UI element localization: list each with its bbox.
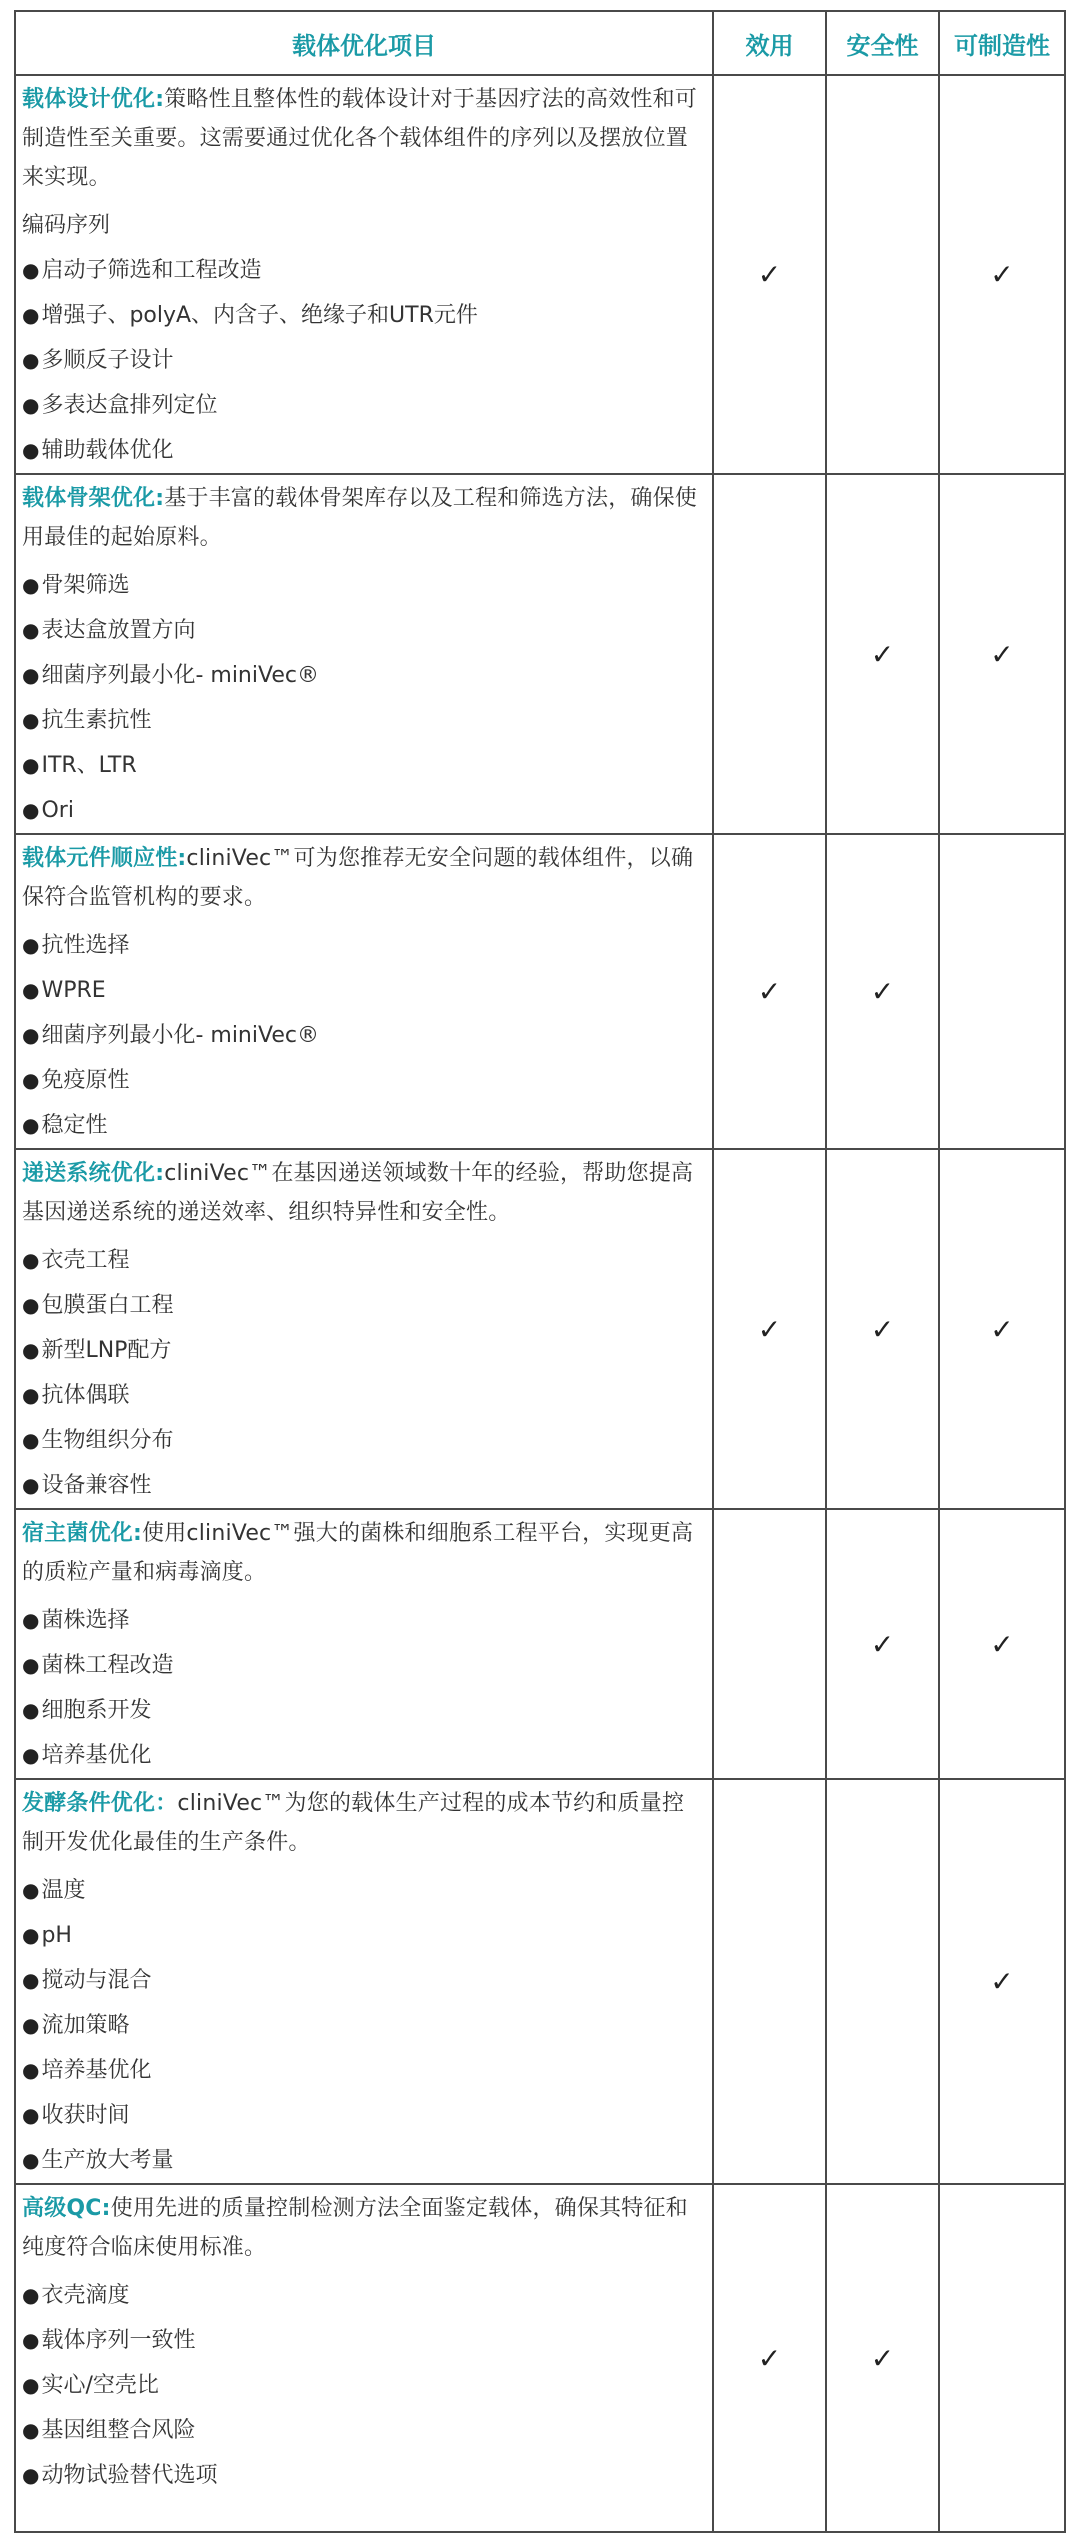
list-item-text: 表达盒放置方向: [41, 618, 196, 643]
efficacy-cell: [713, 474, 826, 834]
list-item-text: 搅动与混合: [41, 1968, 152, 1993]
bullet-icon: ●: [22, 1968, 40, 1992]
list-item-text: 启动子筛选和工程改造: [41, 258, 262, 283]
item-cell: [15, 834, 713, 1149]
bullet-icon: ●: [22, 348, 40, 372]
row-subheading: 编码序列: [22, 213, 111, 238]
list-item-text: 新型LNP配方: [41, 1338, 172, 1363]
list-item-text: WPRE: [41, 978, 106, 1003]
list-item-text: 设备兼容性: [41, 1473, 152, 1498]
bullet-icon: ●: [22, 753, 40, 777]
bullet-icon: ●: [22, 1608, 40, 1632]
check-icon: ✓: [990, 637, 1014, 671]
safety-cell: [826, 2184, 939, 2532]
row-title: 发酵条件优化：: [22, 1791, 178, 1816]
row-title: 载体骨架优化:: [22, 486, 165, 511]
efficacy-cell: [713, 1509, 826, 1779]
list-item: [22, 248, 706, 293]
check-icon: ✓: [990, 1312, 1014, 1346]
list-item-text: 载体序列一致性: [41, 2328, 196, 2353]
list-item: [22, 338, 706, 383]
header-efficacy: 效用: [713, 11, 826, 75]
list-item: [22, 1373, 706, 1418]
row-description: [22, 80, 706, 197]
efficacy-cell: [713, 75, 826, 474]
list-item-text: 生产放大考量: [41, 2148, 174, 2173]
list-item: [22, 1418, 706, 1463]
check-icon: ✓: [757, 2341, 782, 2375]
list-item-text: 免疫原性: [41, 1068, 130, 1093]
check-icon: ✓: [870, 1627, 895, 1661]
list-item-text: 培养基优化: [41, 1743, 152, 1768]
row-desc-text: cliniVec™可为您推荐无安全问题的载体组件，以确保符合监管机构的要求。: [22, 846, 694, 910]
list-item: [22, 1598, 706, 1643]
list-item-text: ITR、LTR: [41, 753, 137, 778]
list-item-text: 抗体偶联: [41, 1383, 130, 1408]
bullet-icon: ●: [22, 393, 40, 417]
list-item: [22, 2363, 706, 2408]
safety-cell: [826, 1149, 939, 1509]
list-item-text: 温度: [41, 1878, 86, 1903]
list-item-text: 抗性选择: [41, 933, 130, 958]
manufacturability-cell: [939, 75, 1065, 474]
row-description: [22, 2189, 706, 2267]
row-desc-text: cliniVec™在基因递送领域数十年的经验，帮助您提高基因递送系统的递送效率、组织特异性和安全性。: [22, 1161, 694, 1225]
bullet-icon: ●: [22, 1068, 40, 1092]
item-cell: [15, 2184, 713, 2532]
bullet-icon: ●: [22, 708, 40, 732]
check-icon: ✓: [757, 975, 782, 1008]
bullet-icon: ●: [22, 2013, 40, 2037]
table-row: [15, 2184, 1065, 2532]
efficacy-cell: [713, 1149, 826, 1509]
bullet-icon: ●: [22, 1878, 40, 1902]
list-item-text: 衣壳工程: [41, 1248, 130, 1273]
manufacturability-cell: [939, 1779, 1065, 2184]
bullet-icon: ●: [22, 1248, 40, 1272]
safety-cell: [826, 1509, 939, 1779]
list-item: [22, 2318, 706, 2363]
bullet-icon: ●: [22, 663, 40, 687]
efficacy-cell: [713, 1779, 826, 2184]
bullet-icon: ●: [22, 1428, 40, 1452]
list-item-text: 收获时间: [41, 2103, 130, 2128]
row-desc-text: 使用cliniVec™强大的菌株和细胞系工程平台，实现更高的质粒产量和病毒滴度。: [22, 1521, 694, 1585]
list-item-text: pH: [41, 1923, 72, 1948]
row-desc-text: cliniVec™为您的载体生产过程的成本节约和质量控制开发优化最佳的生产条件。: [22, 1791, 685, 1855]
bullet-icon: ●: [22, 1473, 40, 1497]
row-desc-text: 使用先进的质量控制检测方法全面鉴定载体，确保其特征和纯度符合临床使用标准。: [22, 2196, 688, 2260]
list-item: [22, 2453, 706, 2498]
item-cell: [15, 75, 713, 474]
list-item-text: 生物组织分布: [41, 1428, 174, 1453]
list-item: [22, 1328, 706, 1373]
list-item-text: 流加策略: [41, 2013, 130, 2038]
list-item-text: 骨架筛选: [41, 573, 130, 598]
table-header-row: [15, 11, 1065, 75]
bullet-icon: ●: [22, 303, 40, 327]
list-item-text: 稳定性: [41, 1113, 108, 1138]
list-item: [22, 428, 706, 473]
check-icon: ✓: [870, 975, 895, 1008]
list-item-text: 增强子、polyA、内含子、绝缘子和UTR元件: [41, 303, 478, 328]
list-item: [22, 1868, 706, 1913]
manufacturability-cell: [939, 834, 1065, 1149]
list-item: [22, 2003, 706, 2048]
item-cell: [15, 474, 713, 834]
list-item: [22, 2093, 706, 2138]
header-manufacturability: 可制造性: [939, 11, 1065, 75]
header-item: 载体优化项目: [15, 11, 713, 75]
list-item-text: 多表达盒排列定位: [41, 393, 218, 418]
bullet-icon: ●: [22, 1293, 40, 1317]
efficacy-cell: [713, 2184, 826, 2532]
list-item-text: 动物试验替代选项: [41, 2463, 218, 2488]
list-item: [22, 293, 706, 338]
manufacturability-cell: [939, 1509, 1065, 1779]
bullet-icon: ●: [22, 2373, 40, 2397]
list-item: [22, 383, 706, 428]
check-icon: ✓: [757, 1312, 782, 1346]
check-icon: ✓: [990, 1627, 1014, 1661]
list-item: [22, 653, 706, 698]
row-description: [22, 1514, 706, 1592]
bullet-icon: ●: [22, 618, 40, 642]
bullet-icon: ●: [22, 438, 40, 462]
check-icon: ✓: [990, 258, 1014, 291]
list-item: [22, 2138, 706, 2183]
bullet-icon: ●: [22, 1383, 40, 1407]
safety-cell: [826, 75, 939, 474]
list-item: [22, 743, 706, 788]
list-item: [22, 1058, 706, 1103]
list-item-text: 多顺反子设计: [41, 348, 174, 373]
bullet-icon: ●: [22, 1653, 40, 1677]
check-icon: ✓: [870, 2341, 895, 2375]
bullet-icon: ●: [22, 2058, 40, 2082]
bullet-icon: ●: [22, 2463, 40, 2487]
list-item-text: 菌株工程改造: [41, 1653, 174, 1678]
check-icon: ✓: [757, 258, 782, 291]
list-item: [22, 1103, 706, 1148]
bullet-icon: ●: [22, 978, 40, 1002]
bullet-icon: ●: [22, 573, 40, 597]
list-item-text: 细菌序列最小化- miniVec®: [41, 1023, 319, 1048]
list-item-text: 抗生素抗性: [41, 708, 152, 733]
check-icon: ✓: [870, 637, 895, 671]
safety-cell: [826, 474, 939, 834]
list-item: [22, 2048, 706, 2093]
list-item-text: Ori: [41, 798, 74, 823]
list-item: [22, 698, 706, 743]
manufacturability-cell: [939, 2184, 1065, 2532]
row-description: [22, 1784, 706, 1862]
list-item: [22, 1238, 706, 1283]
safety-cell: [826, 834, 939, 1149]
bullet-icon: ●: [22, 2103, 40, 2127]
list-item: [22, 1958, 706, 2003]
item-cell: [15, 1779, 713, 2184]
list-item: [22, 2408, 706, 2453]
list-item: [22, 1283, 706, 1328]
list-item: [22, 2273, 706, 2318]
list-item-text: 细胞系开发: [41, 1698, 152, 1723]
table-row: [15, 1509, 1065, 1779]
optimization-table: [14, 10, 1066, 2533]
table-row: [15, 474, 1065, 834]
list-item-text: 实心/空壳比: [41, 2373, 159, 2398]
list-item-text: 包膜蛋白工程: [41, 1293, 174, 1318]
list-item: [22, 1913, 706, 1958]
row-title: 载体元件顺应性:: [22, 846, 187, 871]
bullet-icon: ●: [22, 2148, 40, 2172]
list-item: [22, 1688, 706, 1733]
list-item: [22, 563, 706, 608]
header-safety: 安全性: [826, 11, 939, 75]
efficacy-cell: [713, 834, 826, 1149]
item-cell: [15, 1149, 713, 1509]
bullet-icon: ●: [22, 1698, 40, 1722]
row-description: [22, 839, 706, 917]
bullet-icon: ●: [22, 2418, 40, 2442]
bullet-icon: ●: [22, 1923, 40, 1947]
row-title: 高级QC:: [22, 2196, 111, 2221]
row-description: [22, 479, 706, 557]
safety-cell: [826, 1779, 939, 2184]
list-item-text: 衣壳滴度: [41, 2283, 130, 2308]
list-item: [22, 1013, 706, 1058]
row-title: 载体设计优化:: [22, 87, 165, 112]
bullet-icon: ●: [22, 1023, 40, 1047]
table-row: [15, 1149, 1065, 1509]
bullet-icon: ●: [22, 2328, 40, 2352]
row-title: 宿主菌优化:: [22, 1521, 142, 1546]
bullet-icon: ●: [22, 933, 40, 957]
row-desc-text: 基于丰富的载体骨架库存以及工程和筛选方法，确保使用最佳的起始原料。: [22, 486, 698, 550]
row-title: 递送系统优化:: [22, 1161, 165, 1186]
bullet-icon: ●: [22, 1338, 40, 1362]
list-item-text: 细菌序列最小化- miniVec®: [41, 663, 319, 688]
table-row: [15, 1779, 1065, 2184]
list-item: [22, 1643, 706, 1688]
table-row: [15, 834, 1065, 1149]
bullet-icon: ●: [22, 1113, 40, 1137]
list-item: [22, 1463, 706, 1508]
bullet-icon: ●: [22, 258, 40, 282]
manufacturability-cell: [939, 1149, 1065, 1509]
table-body: [15, 75, 1065, 2532]
list-item: [22, 1733, 706, 1778]
check-icon: ✓: [870, 1312, 895, 1346]
bullet-icon: ●: [22, 798, 40, 822]
bullet-icon: ●: [22, 2283, 40, 2307]
list-item: [22, 923, 706, 968]
list-item-text: 菌株选择: [41, 1608, 130, 1633]
check-icon: ✓: [990, 1965, 1014, 1998]
item-cell: [15, 1509, 713, 1779]
row-description: [22, 1154, 706, 1232]
table-row: [15, 75, 1065, 474]
row-desc-text: 策略性且整体性的载体设计对于基因疗法的高效性和可制造性至关重要。这需要通过优化各个载体组件的序列以及摆放位置来实现。: [22, 87, 698, 190]
list-item-text: 基因组整合风险: [41, 2418, 196, 2443]
list-item: [22, 788, 706, 833]
list-item-text: 培养基优化: [41, 2058, 152, 2083]
list-item: [22, 608, 706, 653]
list-item-text: 辅助载体优化: [41, 438, 174, 463]
manufacturability-cell: [939, 474, 1065, 834]
bullet-icon: ●: [22, 1743, 40, 1767]
list-item: [22, 968, 706, 1013]
